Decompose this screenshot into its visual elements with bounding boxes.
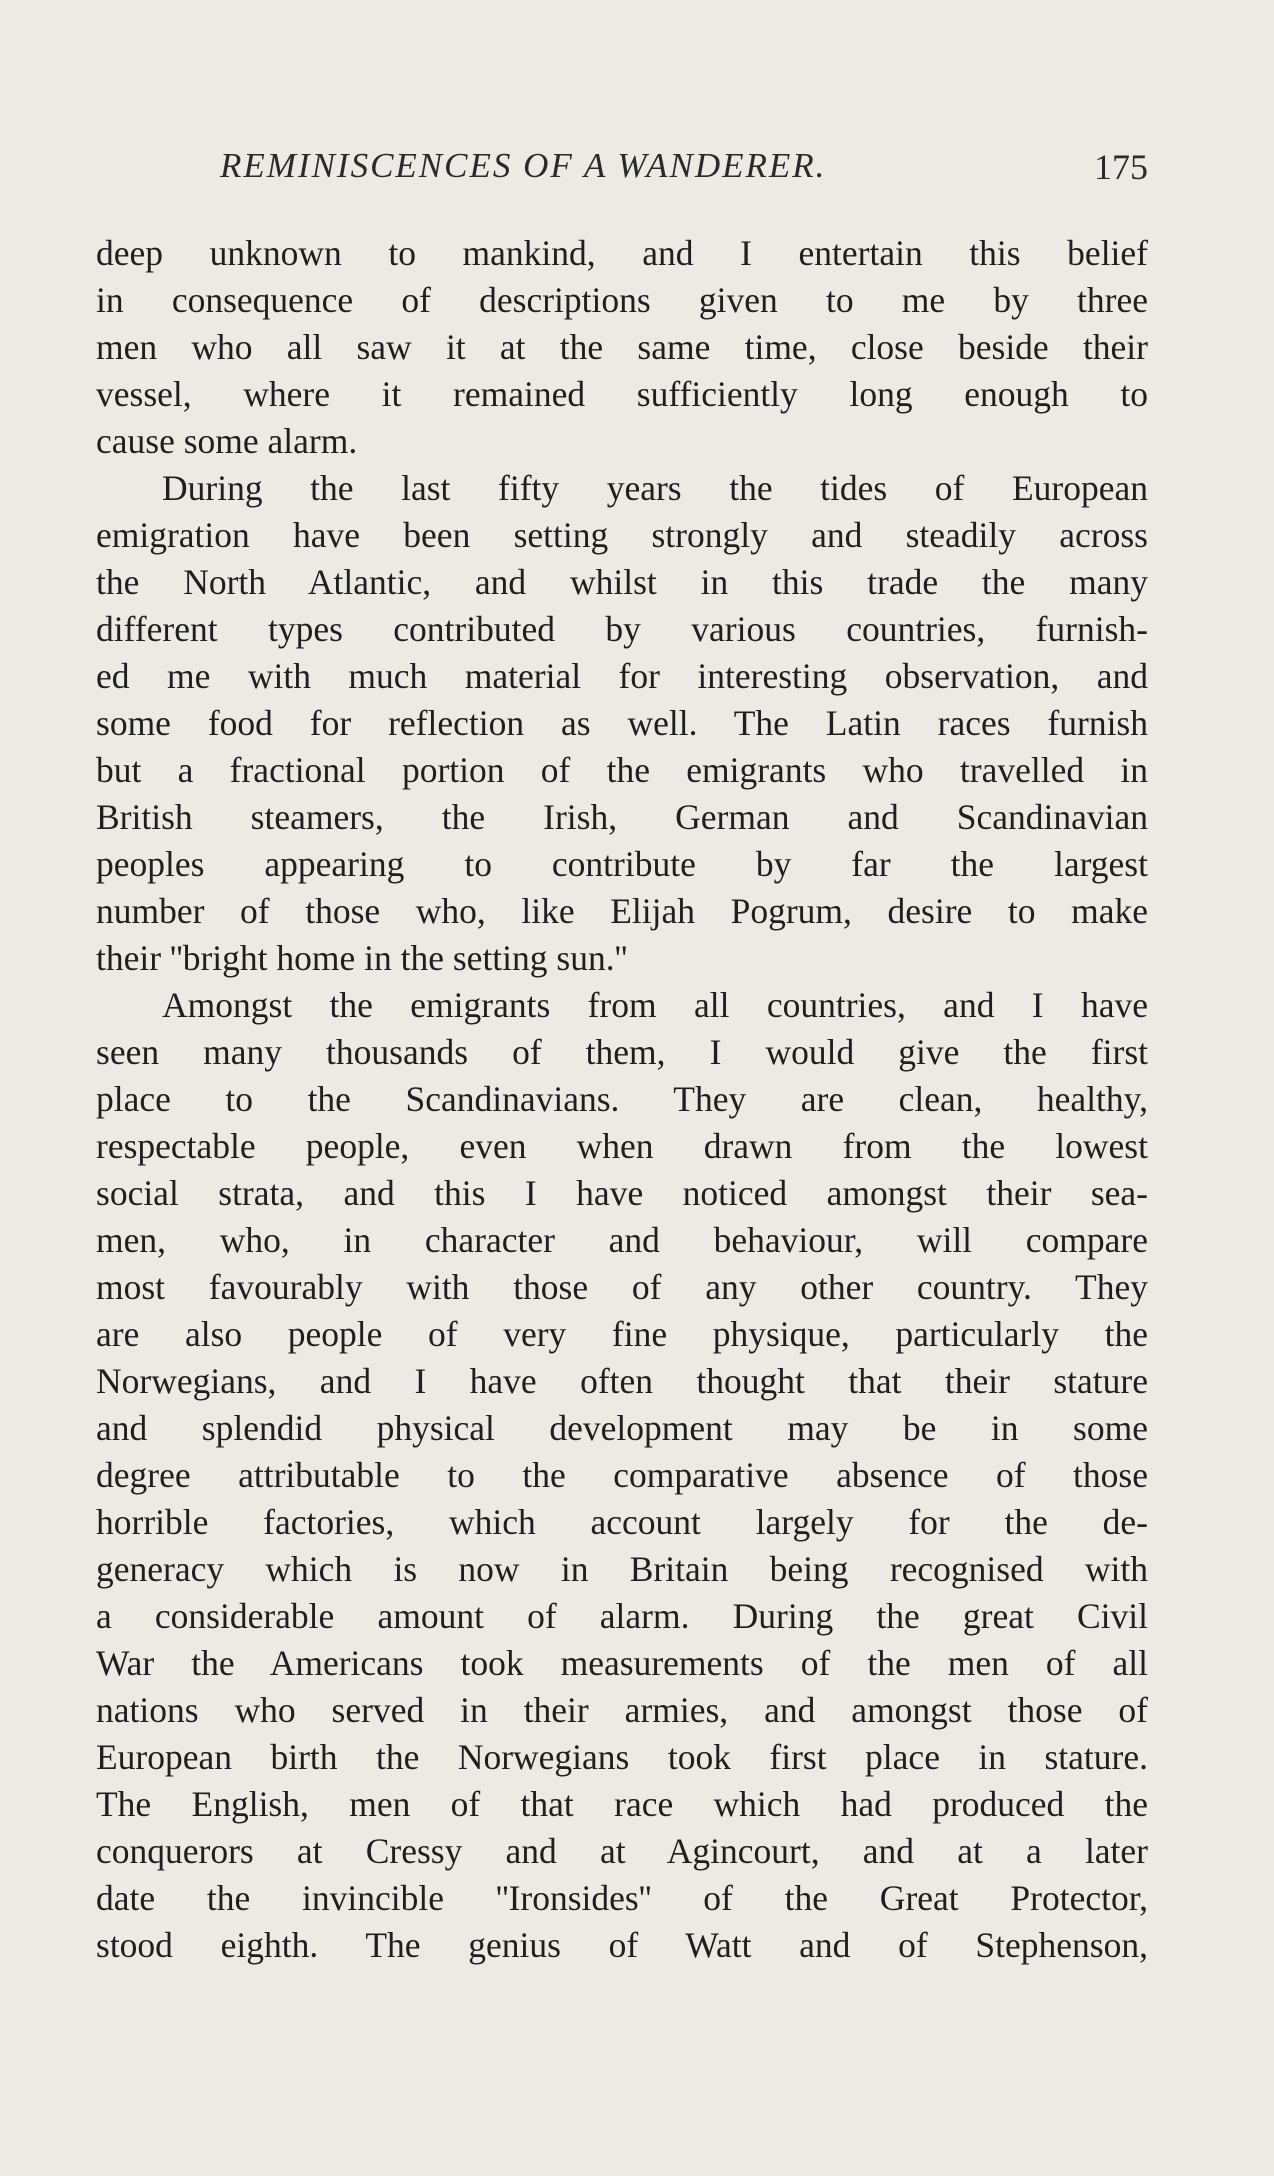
text-line: but a fractional portion of the emigrants who travelled in: [96, 750, 1148, 790]
text-line: place to the Scandinavians. They are clean, healthy,: [96, 1079, 1148, 1119]
text-line: cause some alarm.: [96, 421, 358, 461]
text-line: date the invincible ''Ironsides'' of the Great Protector,: [96, 1878, 1148, 1918]
text-line: stood eighth. The genius of Watt and of Stephenson,: [96, 1925, 1148, 1965]
text-line: emigration have been setting strongly and steadily across: [96, 515, 1148, 555]
text-line: in consequence of descriptions given to me by three: [96, 280, 1148, 320]
text-line: men, who, in character and behaviour, will compare: [96, 1220, 1148, 1260]
text-line: European birth the Norwegians took first place in stature.: [96, 1737, 1148, 1777]
text-line: generacy which is now in Britain being recognised with: [96, 1549, 1148, 1589]
body-text: [96, 230, 1148, 1969]
text-line: peoples appearing to contribute by far the largest: [96, 844, 1148, 884]
text-line: British steamers, the Irish, German and Scandinavian: [96, 797, 1148, 837]
text-line: seen many thousands of them, I would give the first: [96, 1032, 1148, 1072]
text-line: are also people of very fine physique, particularly the: [96, 1314, 1148, 1354]
text-line: conquerors at Cressy and at Agincourt, and at a later: [96, 1831, 1148, 1871]
paragraph: [96, 230, 1148, 465]
text-line: most favourably with those of any other country. They: [96, 1267, 1148, 1307]
text-line: social strata, and this I have noticed amongst their sea-: [96, 1173, 1148, 1213]
text-line: number of those who, like Elijah Pogrum, desire to make: [96, 891, 1148, 931]
text-line: nations who served in their armies, and amongst those of: [96, 1690, 1148, 1730]
text-line: a considerable amount of alarm. During the great Civil: [96, 1596, 1148, 1636]
text-line: Norwegians, and I have often thought that their stature: [96, 1361, 1148, 1401]
text-line: The English, men of that race which had produced the: [96, 1784, 1148, 1824]
text-line: the North Atlantic, and whilst in this trade the many: [96, 562, 1148, 602]
page-number: 175: [1094, 147, 1148, 187]
text-line: some food for reflection as well. The Latin races furnish: [96, 703, 1148, 743]
text-line: horrible factories, which account largely for the de-: [96, 1502, 1148, 1542]
running-title: REMINISCENCES OF A WANDERER.: [220, 146, 827, 185]
text-line: and splendid physical development may be in some: [96, 1408, 1148, 1448]
text-line: During the last fifty years the tides of European: [162, 468, 1148, 508]
paragraph: [96, 465, 1148, 982]
paragraph: [96, 982, 1148, 1969]
text-line: degree attributable to the comparative absence of those: [96, 1455, 1148, 1495]
text-line: different types contributed by various countries, furnish-: [96, 609, 1148, 649]
text-line: Amongst the emigrants from all countries, and I have: [162, 985, 1148, 1025]
text-line: vessel, where it remained sufficiently long enough to: [96, 374, 1148, 414]
text-line: men who all saw it at the same time, close beside their: [96, 327, 1148, 367]
text-line: ed me with much material for interesting observation, and: [96, 656, 1148, 696]
text-line: their ''bright home in the setting sun.'': [96, 938, 628, 978]
running-head: [96, 146, 1148, 194]
text-line: deep unknown to mankind, and I entertain this belief: [96, 233, 1148, 273]
text-line: War the Americans took measurements of the men of all: [96, 1643, 1148, 1683]
text-line: respectable people, even when drawn from the lowest: [96, 1126, 1148, 1166]
